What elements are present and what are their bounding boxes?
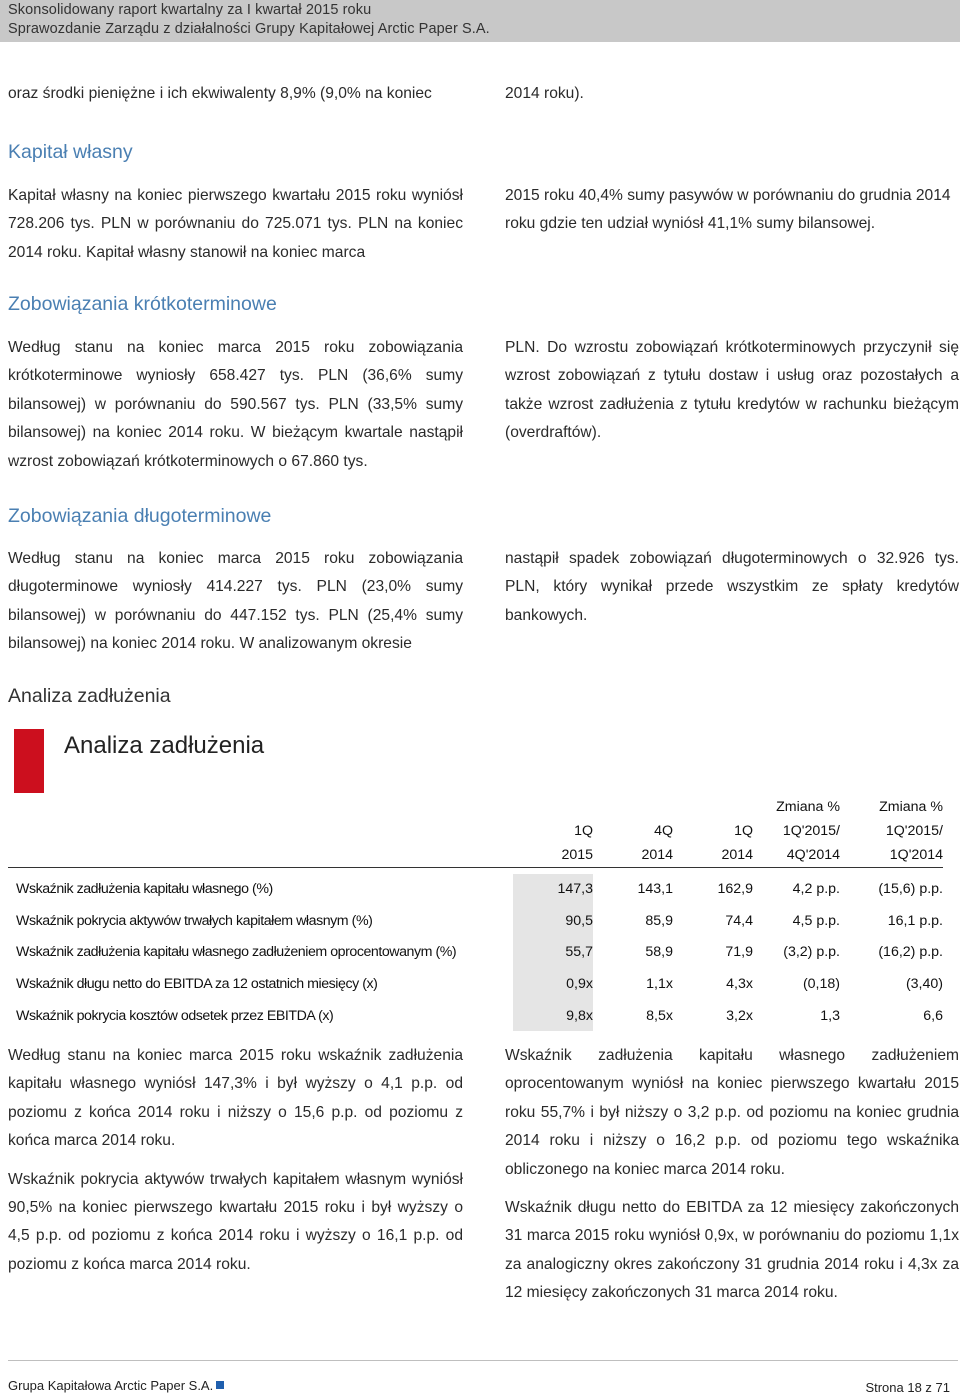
column-header-change: Zmiana % (776, 799, 840, 815)
long-term-heading: Zobowiązania długoterminowe (8, 505, 272, 527)
cell-value-4q2014: 1,1x (646, 976, 673, 993)
table-row (8, 968, 943, 1000)
table-header-cell (513, 795, 593, 868)
table-header-cell (673, 795, 753, 868)
table-row (8, 905, 943, 937)
intro-left-paragraph: oraz środki pieniężne i ich ekwiwalenty 8,9% (9,0% na koniec (8, 85, 432, 102)
table-row (8, 1000, 943, 1032)
cell-value-1q2014: 74,4 (725, 912, 753, 929)
cell-value-1q2015: 9,8x (513, 1000, 593, 1032)
debt-ratios-table (8, 795, 943, 1031)
cell-value-4q2014: 8,5x (646, 1007, 673, 1024)
cell-change-vs-1q2014: 6,6 (923, 1007, 943, 1024)
table-header-cell (593, 795, 673, 868)
intro-left-text (8, 80, 463, 108)
long-term-left-text (8, 545, 463, 659)
debt-right-paragraph-2: Wskaźnik długu netto do EBITDA za 12 miesięcy zakończonych 31 marca 2015 roku wyniósł 0,9x, w porównaniu do poziomu 1,1x za analogiczny okres zakończony 31 grudnia 2014 roku i 4,3x za 12 miesięcy zakończonych 31 marca 2014 roku. (505, 1199, 959, 1302)
row-label: Wskaźnik pokrycia kosztów odsetek przez EBITDA (x) (16, 1007, 334, 1024)
debt-table-title: Analiza zadłużenia (64, 732, 265, 759)
cell-change-vs-4q2014: 1,3 (820, 1007, 840, 1024)
cell-change-vs-4q2014: 4,2 p.p. (792, 881, 840, 898)
cell-value-1q2015: 0,9x (513, 968, 593, 1000)
document-header (0, 0, 960, 42)
table-header-cell (753, 795, 840, 868)
column-header-period: 1Q'2015/ (782, 823, 840, 839)
cell-value-1q2014: 162,9 (717, 881, 753, 898)
cell-change-vs-1q2014: (15,6) p.p. (878, 881, 943, 898)
row-label: Wskaźnik długu netto do EBITDA za 12 ostatnich miesięcy (x) (16, 976, 378, 993)
table-row (8, 874, 943, 906)
cell-value-1q2014: 71,9 (725, 944, 753, 961)
table-row (8, 937, 943, 969)
column-header-period: 1Q (574, 823, 593, 839)
column-header-period: 1Q (734, 823, 753, 839)
cell-value-4q2014: 58,9 (645, 944, 673, 961)
column-header-period: 4Q (654, 823, 673, 839)
equity-right-paragraph: 2015 roku 40,4% sumy pasywów w porównaniu do grudnia 2014 roku gdzie ten udział wyniósł 41,1% sumy bilansowej. (505, 187, 951, 233)
debt-heading: Analiza zadłużenia (8, 685, 171, 707)
footer-divider (8, 1360, 958, 1361)
short-term-right-text (505, 334, 959, 448)
short-term-left-paragraph: Według stanu na koniec marca 2015 roku zobowiązania krótkoterminowe wyniosły 658.427 tys. PLN (36,6% sumy bilansowej) w porównaniu do 590.567 tys. PLN (33,5% sumy bilansowej) na koniec 2014 roku. W bieżącym kwartale nastąpił wzrost zobowiązań krótkoterminowych o 67.860 tys. (8, 339, 463, 470)
debt-right-paragraph-1: Wskaźnik zadłużenia kapitału własnego zadłużeniem oprocentowanym wyniósł na koniec pierwszego kwartału 2015 roku 55,7% i był niższy o 3,2 p.p. od poziomu na koniec grudnia 2014 roku i niższy o 16,2 p.p. od poziomu tego wskaźnika obliczonego na koniec marca 2014 roku. (505, 1047, 959, 1178)
equity-left-paragraph: Kapitał własny na koniec pierwszego kwartału 2015 roku wyniósł 728.206 tys. PLN w porównaniu do 725.071 tys. PLN na koniec 2014 roku. Kapitał własny stanowił na koniec marca (8, 187, 463, 261)
cell-change-vs-4q2014: 4,5 p.p. (792, 912, 840, 929)
cell-value-1q2014: 3,2x (726, 1007, 753, 1024)
table-header-cell (840, 795, 943, 868)
long-term-right-paragraph: nastąpił spadek zobowiązań długoterminowych o 32.926 tys. PLN, który wynikał przede wszystkim ze spłaty kredytów bankowych. (505, 550, 959, 624)
cell-value-1q2014: 4,3x (726, 976, 753, 993)
long-term-left-paragraph: Według stanu na koniec marca 2015 roku zobowiązania długoterminowe wyniosły 414.227 tys. PLN (23,0% sumy bilansowej) w porównaniu do 447.152 tys. PLN (25,4% sumy bilansowej) na koniec 2014 roku. W analizowanym okresie (8, 550, 463, 653)
accent-red-bar (14, 729, 44, 793)
equity-right-text (505, 182, 959, 239)
footer-square-icon (216, 1381, 224, 1389)
short-term-heading: Zobowiązania krótkoterminowe (8, 293, 277, 315)
column-header-period: 4Q'2014 (786, 847, 840, 863)
column-header-year: 2015 (561, 847, 593, 863)
cell-change-vs-4q2014: (0,18) (802, 976, 840, 993)
column-header-period: 1Q'2015/ (885, 823, 943, 839)
cell-change-vs-1q2014: (3,40) (905, 976, 943, 993)
debt-left-paragraph-1: Według stanu na koniec marca 2015 roku wskaźnik zadłużenia kapitału własnego wyniósł 147,3% i był wyższy o 4,1 p.p. od poziomu z końca 2014 roku i niższy o 15,6 p.p. od poziomu z końca marca 2014 roku. (8, 1047, 463, 1150)
short-term-left-text (8, 334, 463, 476)
row-label: Wskaźnik zadłużenia kapitału własnego zadłużeniem oprocentowanym (%) (16, 944, 457, 961)
long-term-right-text (505, 545, 959, 630)
header-report-subtitle: Sprawozdanie Zarządu z działalności Grupy Kapitałowej Arctic Paper S.A. (8, 21, 490, 37)
footer-company: Grupa Kapitałowa Arctic Paper S.A. (8, 1378, 214, 1393)
column-header-year: 2014 (721, 847, 753, 863)
equity-left-text (8, 182, 463, 267)
intro-right-paragraph: 2014 roku). (505, 85, 584, 102)
column-header-change: Zmiana % (879, 799, 943, 815)
intro-right-text (505, 80, 959, 108)
cell-change-vs-1q2014: (16,2) p.p. (878, 944, 943, 961)
column-header-period: 1Q'2014 (889, 847, 943, 863)
debt-right-text (505, 1042, 959, 1308)
cell-change-vs-4q2014: (3,2) p.p. (783, 944, 840, 961)
cell-value-1q2015: 147,3 (513, 874, 593, 906)
table-header-label-cell (8, 795, 513, 868)
cell-value-4q2014: 143,1 (637, 881, 673, 898)
header-report-title: Skonsolidowany raport kwartalny za I kwartał 2015 roku (8, 2, 372, 18)
footer-page-number: Strona 18 z 71 (865, 1380, 950, 1395)
cell-change-vs-1q2014: 16,1 p.p. (887, 912, 943, 929)
debt-left-paragraph-2: Wskaźnik pokrycia aktywów trwałych kapitałem własnym wyniósł 90,5% na koniec pierwszego kwartału 2015 roku i był wyższy o 4,5 p.p. od poziomu z końca 2014 roku i wyższy o 16,1 p.p. od poziomu z końca marca 2014 roku. (8, 1170, 463, 1273)
row-label: Wskaźnik pokrycia aktywów trwałych kapitałem własnym (%) (16, 912, 373, 929)
column-header-year: 2014 (641, 847, 673, 863)
cell-value-4q2014: 85,9 (645, 912, 673, 929)
cell-value-1q2015: 55,7 (513, 937, 593, 969)
short-term-right-paragraph: PLN. Do wzrostu zobowiązań krótkoterminowych przyczynił się wzrost zobowiązań z tytułu dostaw i usług oraz pozostałych a także wzrost zadłużenia z tytułu kredytów w rachunku bieżącym (overdraftów). (505, 339, 959, 442)
table-header-row (8, 795, 943, 868)
debt-left-text (8, 1042, 463, 1279)
cell-value-1q2015: 90,5 (513, 905, 593, 937)
row-label: Wskaźnik zadłużenia kapitału własnego (%) (16, 881, 273, 898)
equity-heading: Kapitał własny (8, 141, 133, 163)
